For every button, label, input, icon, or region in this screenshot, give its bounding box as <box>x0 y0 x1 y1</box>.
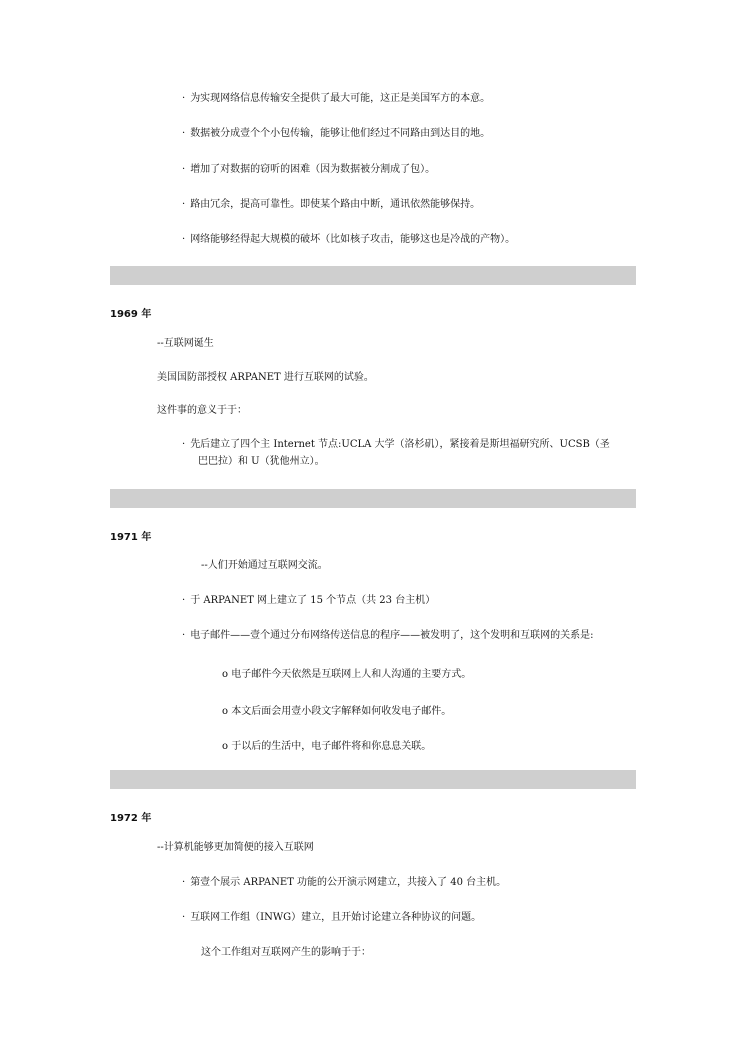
sub-list-item: o 于以后的生活中，电子邮件将和你息息关联。 <box>222 741 432 752</box>
list-item: · 电子邮件——壹个通过分布网络传送信息的程序——被发明了，这个发明和互联网的关系是: <box>182 629 594 643</box>
list-item: · 先后建立了四个主 Internet 节点:UCLA 大学（洛杉矶），紧接着是斯坦福研究所、UCSB（圣 <box>182 438 610 452</box>
section-divider <box>110 770 636 789</box>
paragraph: 这个工作组对互联网产生的影响于于： <box>201 947 371 958</box>
section-subtitle: --人们开始通过互联网交流。 <box>201 560 328 571</box>
section-heading-1971: 1971 年 <box>110 532 152 543</box>
section-heading-1972: 1972 年 <box>110 813 152 824</box>
section-subtitle: --计算机能够更加简便的接入互联网 <box>157 842 314 853</box>
section-heading-1969: 1969 年 <box>110 309 152 320</box>
paragraph: 这件事的意义于于： <box>157 405 247 416</box>
list-item: · 数据被分成壹个个小包传输，能够让他们经过不同路由到达目的地。 <box>182 127 490 141</box>
sub-list-item: o 电子邮件今天依然是互联网上人和人沟通的主要方式。 <box>222 669 472 680</box>
list-item: · 增加了对数据的窃听的困难（因为数据被分割成了包）。 <box>182 163 435 177</box>
list-item-continuation: 巴巴拉）和 U（犹他州立）。 <box>198 456 325 467</box>
sub-list-item: o 本文后面会用壹小段文字解释如何收发电子邮件。 <box>222 706 452 717</box>
paragraph: 美国国防部授权 ARPANET 进行互联网的试验。 <box>157 372 374 383</box>
section-divider <box>110 489 636 508</box>
list-item: · 第壹个展示 ARPANET 功能的公开演示网建立，共接入了 40 台主机。 <box>182 876 506 890</box>
list-item: · 于 ARPANET 网上建立了 15 个节点（共 23 台主机） <box>182 594 435 608</box>
section-divider <box>110 266 636 285</box>
list-item: · 为实现网络信息传输安全提供了最大可能，这正是美国军方的本意。 <box>182 92 490 106</box>
section-subtitle: --互联网诞生 <box>157 338 214 349</box>
list-item: · 路由冗余，提高可靠性。即使某个路由中断，通讯依然能够保持。 <box>182 198 480 212</box>
list-item: · 网络能够经得起大规模的破坏（比如核子攻击，能够这也是冷战的产物）。 <box>182 233 515 247</box>
list-item: · 互联网工作组（INWG）建立，且开始讨论建立各种协议的问题。 <box>182 911 481 925</box>
